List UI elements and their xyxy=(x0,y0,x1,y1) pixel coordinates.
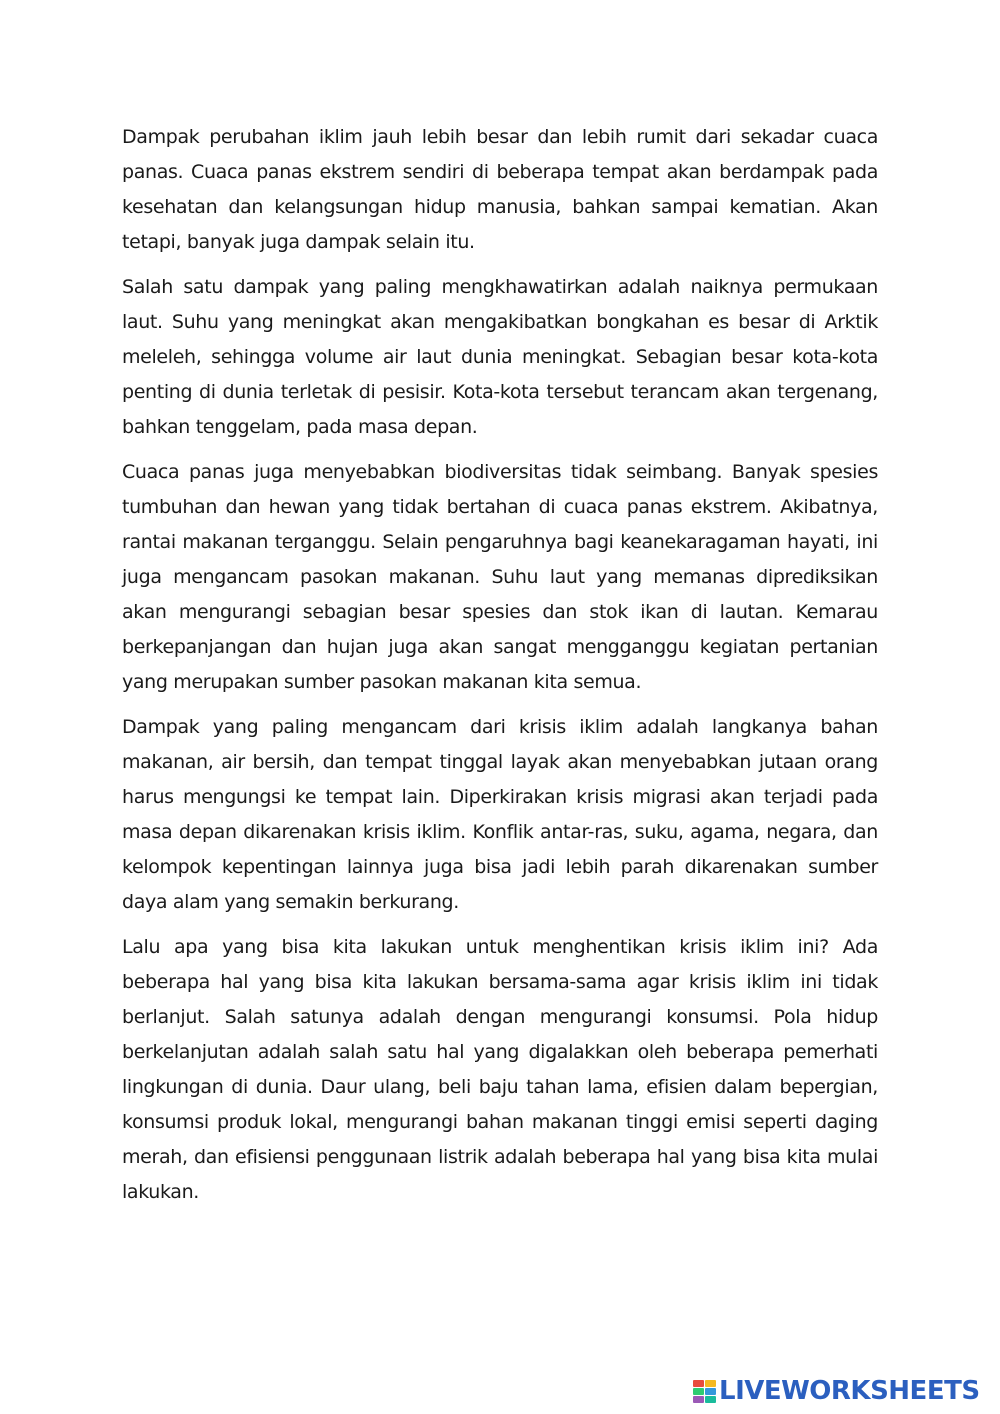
article-body xyxy=(122,120,878,1220)
paragraph-2: Salah satu dampak yang paling mengkhawatirkan adalah naiknya permukaan laut. Suhu yang meningkat akan mengakibatkan bongkahan es besar di Arktik meleleh, sehingga volume air laut dunia meningkat. Sebagian besar kota-kota penting di dunia terletak di pesisir. Kota-kota tersebut terancam akan tergenang, bahkan tenggelam, pada masa depan. xyxy=(122,276,878,438)
paragraph-1: Dampak perubahan iklim jauh lebih besar dan lebih rumit dari sekadar cuaca panas. Cuaca panas ekstrem sendiri di beberapa tempat akan berdampak pada kesehatan dan kelangsungan hidup manusia, bahkan sampai kematian. Akan tetapi, banyak juga dampak selain itu. xyxy=(122,126,878,253)
liveworksheets-logo xyxy=(693,1376,980,1406)
liveworksheets-logo-icon xyxy=(693,1380,716,1403)
paragraph-3: Cuaca panas juga menyebabkan biodiversitas tidak seimbang. Banyak spesies tumbuhan dan hewan yang tidak bertahan di cuaca panas ekstrem. Akibatnya, rantai makanan terganggu. Selain pengaruhnya bagi keanekaragaman hayati, ini juga mengancam pasokan makanan. Suhu laut yang memanas diprediksikan akan mengurangi sebagian besar spesies dan stok ikan di lautan. Kemarau berkepanjangan dan hujan juga akan sangat mengganggu kegiatan pertanian yang merupakan sumber pasokan makanan kita semua. xyxy=(122,461,878,693)
logo-text: LIVEWORKSHEETS xyxy=(719,1376,980,1406)
paragraph-4: Dampak yang paling mengancam dari krisis iklim adalah langkanya bahan makanan, air bersih, dan tempat tinggal layak akan menyebabkan jutaan orang harus mengungsi ke tempat lain. Diperkirakan krisis migrasi akan terjadi pada masa depan dikarenakan krisis iklim. Konflik antar-ras, suku, agama, negara, dan kelompok kepentingan lainnya juga bisa jadi lebih parah dikarenakan sumber daya alam yang semakin berkurang. xyxy=(122,716,878,913)
paragraph-5: Lalu apa yang bisa kita lakukan untuk menghentikan krisis iklim ini? Ada beberapa hal yang bisa kita lakukan bersama-sama agar krisis iklim ini tidak berlanjut. Salah satunya adalah dengan mengurangi konsumsi. Pola hidup berkelanjutan adalah salah satu hal yang digalakkan oleh beberapa pemerhati lingkungan di dunia. Daur ulang, beli baju tahan lama, efisien dalam bepergian, konsumsi produk lokal, mengurangi bahan makanan tinggi emisi seperti daging merah, dan efisiensi penggunaan listrik adalah beberapa hal yang bisa kita mulai lakukan. xyxy=(122,936,878,1203)
